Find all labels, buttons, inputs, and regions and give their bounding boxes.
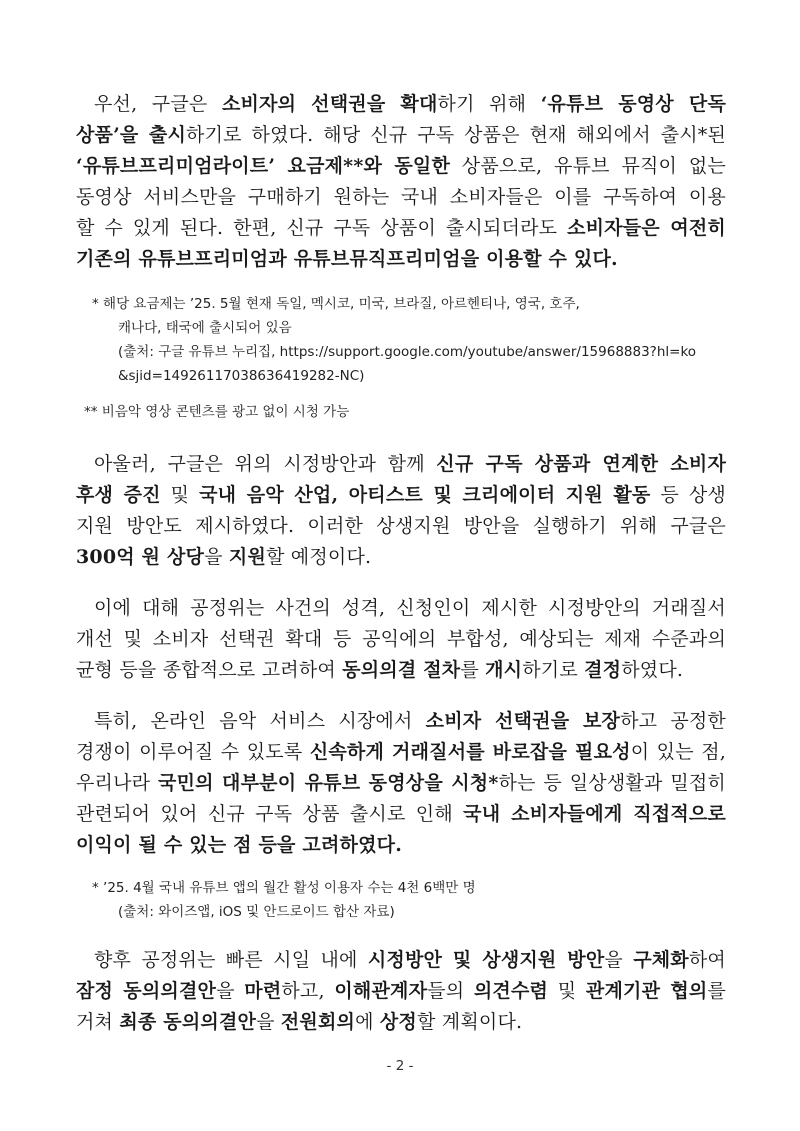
- text-run: 특히, 온라인 음악 서비스 시장에서: [94, 710, 426, 732]
- bold-text-run: 이익이 될 수 있는 점 등을 고려하였다.: [76, 834, 403, 856]
- paragraph-line: [76, 480, 726, 511]
- bold-text-run: 국민의 대부분이 유튜브 동영상을 시청*: [158, 772, 499, 794]
- paragraph-line: [76, 768, 726, 799]
- text-run: 관련되어 있어 신규 구독 상품 출시로 인해: [76, 803, 464, 825]
- text-run: 하고,: [281, 980, 335, 1002]
- bold-text-run: 최종 동의의결안: [119, 1011, 257, 1033]
- bold-text-run: 마련: [244, 980, 282, 1002]
- paragraph-4: [76, 706, 726, 861]
- text-run: 거쳐: [76, 1011, 120, 1033]
- paragraph-line: [76, 706, 726, 737]
- paragraph-line: [76, 624, 726, 655]
- text-run: 에: [355, 1011, 380, 1033]
- bold-text-run: 개시: [485, 659, 523, 681]
- paragraph-line: [76, 593, 726, 624]
- text-run: 이에 대해 공정위는 사건의 성격, 신청인이 제시한 시정방안의 거래질서: [94, 597, 726, 619]
- text-run: 을: [256, 1011, 281, 1033]
- paragraph-line: [76, 1007, 726, 1038]
- footnote-1: [92, 292, 696, 388]
- bold-text-run: 전원회의: [280, 1011, 356, 1033]
- text-run: 등 상생: [650, 484, 726, 506]
- paragraph-line: [76, 511, 726, 542]
- paragraph-line: [76, 89, 726, 120]
- text-run: 동영상 서비스만을 구매하기 원하는 국내 소비자들은 이를 구독하여 이용: [76, 186, 726, 208]
- bold-text-run: ‘유튜브 동영상 단독: [540, 93, 726, 115]
- bold-text-run: 시정방안 및 상생지원 방안: [367, 949, 605, 971]
- bold-text-run: 상품’을 출시: [76, 124, 187, 146]
- bold-text-run: 국내 음악 산업, 아티스트 및 크리에이터 지원 활동: [199, 484, 651, 506]
- text-run: 를: [707, 980, 726, 1002]
- paragraph-line: [76, 737, 726, 768]
- paragraph-line: [76, 799, 726, 830]
- text-run: 및: [548, 980, 586, 1002]
- text-run: 우리나라: [76, 772, 159, 794]
- bold-text-run: 구체화: [633, 949, 689, 971]
- footnote-1-line: 캐나다, 태국에 출시되어 있음: [118, 320, 292, 336]
- text-run: 들의: [427, 980, 474, 1002]
- paragraph-3: [76, 593, 726, 686]
- text-run: 를: [460, 659, 486, 681]
- bold-text-run: 국내 소비자들에게 직접적으로: [463, 803, 726, 825]
- bold-text-run: 후생 증진: [76, 484, 161, 506]
- text-run: 및: [160, 484, 200, 506]
- footnote-1-line: &sjid=14926117038636419282-NC): [118, 368, 365, 384]
- text-run: 균형 등을 종합적으로 고려하여: [76, 659, 343, 681]
- bold-text-run: ‘유튜브프리미엄라이트’ 요금제**와 동일한: [76, 155, 451, 177]
- footnote-2: [84, 400, 349, 424]
- text-run: 할 계획이다.: [416, 1011, 523, 1033]
- text-run: 개선 및 소비자 선택권 확대 등 공익에의 부합성, 예상되는 제재 수준과의: [76, 628, 726, 650]
- text-run: 이 있는 점,: [630, 741, 726, 763]
- bold-text-run: 상정: [379, 1011, 417, 1033]
- bold-text-run: 소비자들은 여전히: [567, 217, 726, 239]
- text-run: 을: [216, 980, 245, 1002]
- paragraph-line: [76, 182, 726, 213]
- bold-text-run: 이해관계자: [334, 980, 428, 1002]
- footnote-1-line: * 해당 요금제는 ’25. 5월 현재 독일, 멕시코, 미국, 브라질, 아르헨티나, 영국, 호주,: [92, 296, 580, 312]
- footnote-3-line: * ’25. 4월 국내 유튜브 앱의 월간 활성 이용자 수는 4천 6백만 명: [92, 880, 476, 896]
- bold-text-run: 300억 원 상당: [76, 546, 205, 568]
- bold-text-run: 의견수렴: [473, 980, 549, 1002]
- paragraph-line: [76, 213, 726, 244]
- text-run: 하기로 하였다. 해당 신규 구독 상품은 현재 해외에서 출시*된: [186, 124, 727, 146]
- paragraph-line: [76, 830, 726, 861]
- paragraph-line: [76, 542, 726, 573]
- text-run: 을: [204, 546, 229, 568]
- bold-text-run: 소비자 선택권을 보장: [425, 710, 621, 732]
- footnote-3: [92, 876, 476, 924]
- text-run: 하였다.: [621, 659, 684, 681]
- bold-text-run: 지원: [228, 546, 267, 568]
- paragraph-5: [76, 945, 726, 1038]
- footnote-3-line: (출처: 와이즈앱, iOS 및 안드로이드 합산 자료): [118, 904, 395, 920]
- paragraph-line: [76, 244, 726, 275]
- text-run: 할 수 있게 된다. 한편, 신규 구독 상품이 출시되더라도: [76, 217, 568, 239]
- paragraph-line: [76, 449, 726, 480]
- footnote-1-line: (출처: 구글 유튜브 누리집, https://support.google.com/youtube/answer/15968883?hl=ko: [118, 344, 697, 360]
- footnote-2-text: ** 비음악 영상 콘텐츠를 광고 없이 시청 가능: [84, 404, 350, 420]
- bold-text-run: 신규 구독 상품과 연계한 소비자: [436, 453, 726, 475]
- text-run: 상품으로, 유튜브 뮤직이 없는: [450, 155, 726, 177]
- paragraph-line: [76, 655, 726, 686]
- text-run: 하고 공정한: [620, 710, 726, 732]
- bold-text-run: 결정: [584, 659, 622, 681]
- text-run: 경쟁이 이루어질 수 있도록: [76, 741, 310, 763]
- text-run: 지원 방안도 제시하였다. 이러한 상생지원 방안을 실행하기 위해 구글은: [76, 515, 726, 537]
- text-run: 할 예정이다.: [266, 546, 372, 568]
- paragraph-line: [76, 976, 726, 1007]
- bold-text-run: 기존의 유튜브프리미엄과 유튜브뮤직프리미엄을 이용할 수 있다.: [76, 248, 618, 270]
- text-run: 하기 위해: [437, 93, 541, 115]
- bold-text-run: 잠정 동의의결안: [76, 980, 217, 1002]
- text-run: 을: [604, 949, 634, 971]
- text-run: 아울러, 구글은 위의 시정방안과 함께: [94, 453, 437, 475]
- bold-text-run: 관계기관 협의: [585, 980, 708, 1002]
- text-run: 하는 등 일상생활과 밀접히: [498, 772, 726, 794]
- text-run: 하기로: [522, 659, 585, 681]
- text-run: 향후 공정위는 빠른 시일 내에: [94, 949, 368, 971]
- paragraph-line: [76, 945, 726, 976]
- paragraph-line: [76, 151, 726, 182]
- text-run: 하여: [688, 949, 726, 971]
- bold-text-run: 동의의결 절차: [342, 659, 461, 681]
- paragraph-1: [76, 89, 726, 275]
- bold-text-run: 신속하게 거래질서를 바로잡을 필요성: [309, 741, 631, 763]
- page-number: - 2 -: [386, 1058, 414, 1074]
- paragraph-line: [76, 120, 726, 151]
- text-run: 우선, 구글은: [94, 93, 222, 115]
- bold-text-run: 소비자의 선택권을 확대: [221, 93, 438, 115]
- paragraph-2: [76, 449, 726, 573]
